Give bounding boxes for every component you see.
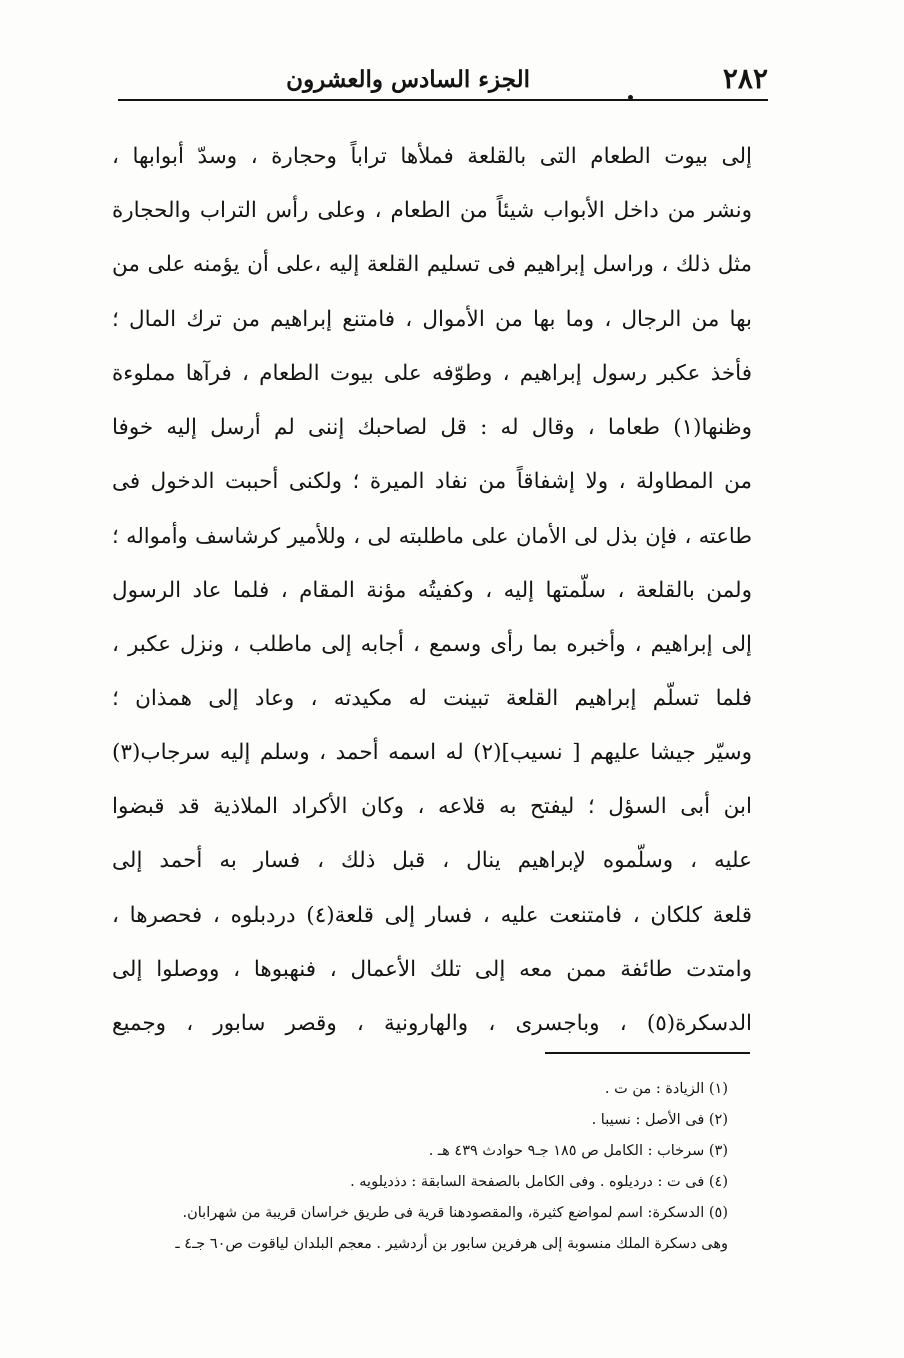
footnote-1: (١) الزيادة : من ت . — [604, 1081, 728, 1097]
body-line: فأخذ عكبر رسول إبراهيم ، وطوّفه على بيوت الطعام ، فرآها مملوءة — [112, 360, 752, 386]
footnotes — [100, 1075, 728, 1261]
page-header — [118, 62, 768, 104]
body-text — [112, 132, 752, 1053]
body-line: ابن أبى السؤل ؛ ليفتح به قلاعه ، وكان الأكراد الملاذية قد قبضوا — [112, 794, 752, 820]
body-line: مثل ذلك ، وراسل إبراهيم فى تسليم القلعة إليه ،على أن يؤمنه على من — [112, 252, 752, 278]
header-rule — [118, 99, 768, 101]
body-line: ولمن بالقلعة ، سلّمتها إليه ، وكفيتُه مؤنة المقام ، فلما عاد الرسول — [112, 577, 752, 603]
body-line: فلما تسلّم إبراهيم القلعة تبينت له مكيدته ، وعاد إلى همذان ؛ — [112, 685, 752, 711]
footnote-5: (٥) الدسكرة: اسم لمواضع كثيرة، والمقصودهنا قرية فى طريق خراسان قريبة من شهرابان. — [182, 1205, 728, 1221]
body-line: الدسكرة(٥) ، وباجسرى ، والهارونية ، وقصر سابور ، وجميع — [112, 1011, 752, 1036]
footnote-4: (٤) فى ت : درديلوه . وفى الكامل بالصفحة السابقة : دذديلويه . — [350, 1174, 728, 1190]
body-line: إلى بيوت الطعام التى بالقلعة فملأها تراباً وحجارة ، وسدّ أبوابها ، — [112, 144, 752, 169]
body-line: وسيّر جيشا عليهم [ نسيب](٢) له اسمه أحمد ، وسلم إليه سرجاب(٣) — [112, 740, 752, 766]
footnote-3: (٣) سرخاب : الكامل ص ١٨٥ جـ٩ حوادث ٤٣٩ هـ . — [428, 1143, 728, 1159]
body-line: إلى إبراهيم ، وأخبره بما رأى وسمع ، أجابه إلى ماطلب ، ونزل عكبر ، — [112, 631, 752, 657]
body-line: وظنها(١) طعاما ، وقال له : قل لصاحبك إننى لم أرسل إليه خوفا — [112, 414, 752, 440]
body-line: طاعته ، فإن بذل لى الأمان على ماطلبته لى ، وللأمير كرشاسف وأمواله ؛ — [112, 524, 752, 549]
body-line: من المطاولة ، ولا إشفاقاً من نفاد الميرة ؛ ولكنى أحببت الدخول فى — [112, 469, 752, 495]
body-line: وامتدت طائفة ممن معه إلى تلك الأعمال ، فنهبوها ، ووصلوا إلى — [112, 956, 752, 982]
footnote-2: (٢) فى الأصل : نسيبا . — [591, 1112, 728, 1128]
body-line: قلعة كلكان ، فامتنعت عليه ، فسار إلى قلعة(٤) دردبلوه ، فحصرها ، — [112, 902, 752, 928]
header-dot — [628, 95, 633, 100]
footnote-5-continuation: وهى دسكرة الملك منسوبة إلى هرفرين سابور بن أردشير . معجم البلدان لياقوت ص٦٠ جـ٤ ـ — [175, 1236, 728, 1252]
footnote-separator — [545, 1052, 750, 1054]
body-line: بها من الرجال ، وما بها من الأموال ، فامتنع إبراهيم من ترك المال ؛ — [112, 306, 752, 332]
body-line: عليه ، وسلّموه لإبراهيم ينال ، قبل ذلك ، فسار به أحمد إلى — [112, 848, 752, 874]
body-line: ونشر من داخل الأبواب شيئاً من الطعام ، وعلى رأس التراب والحجارة — [112, 198, 752, 224]
running-title: الجزء السادس والعشرون — [286, 66, 530, 93]
page-number: ٢٨٢ — [722, 62, 768, 95]
